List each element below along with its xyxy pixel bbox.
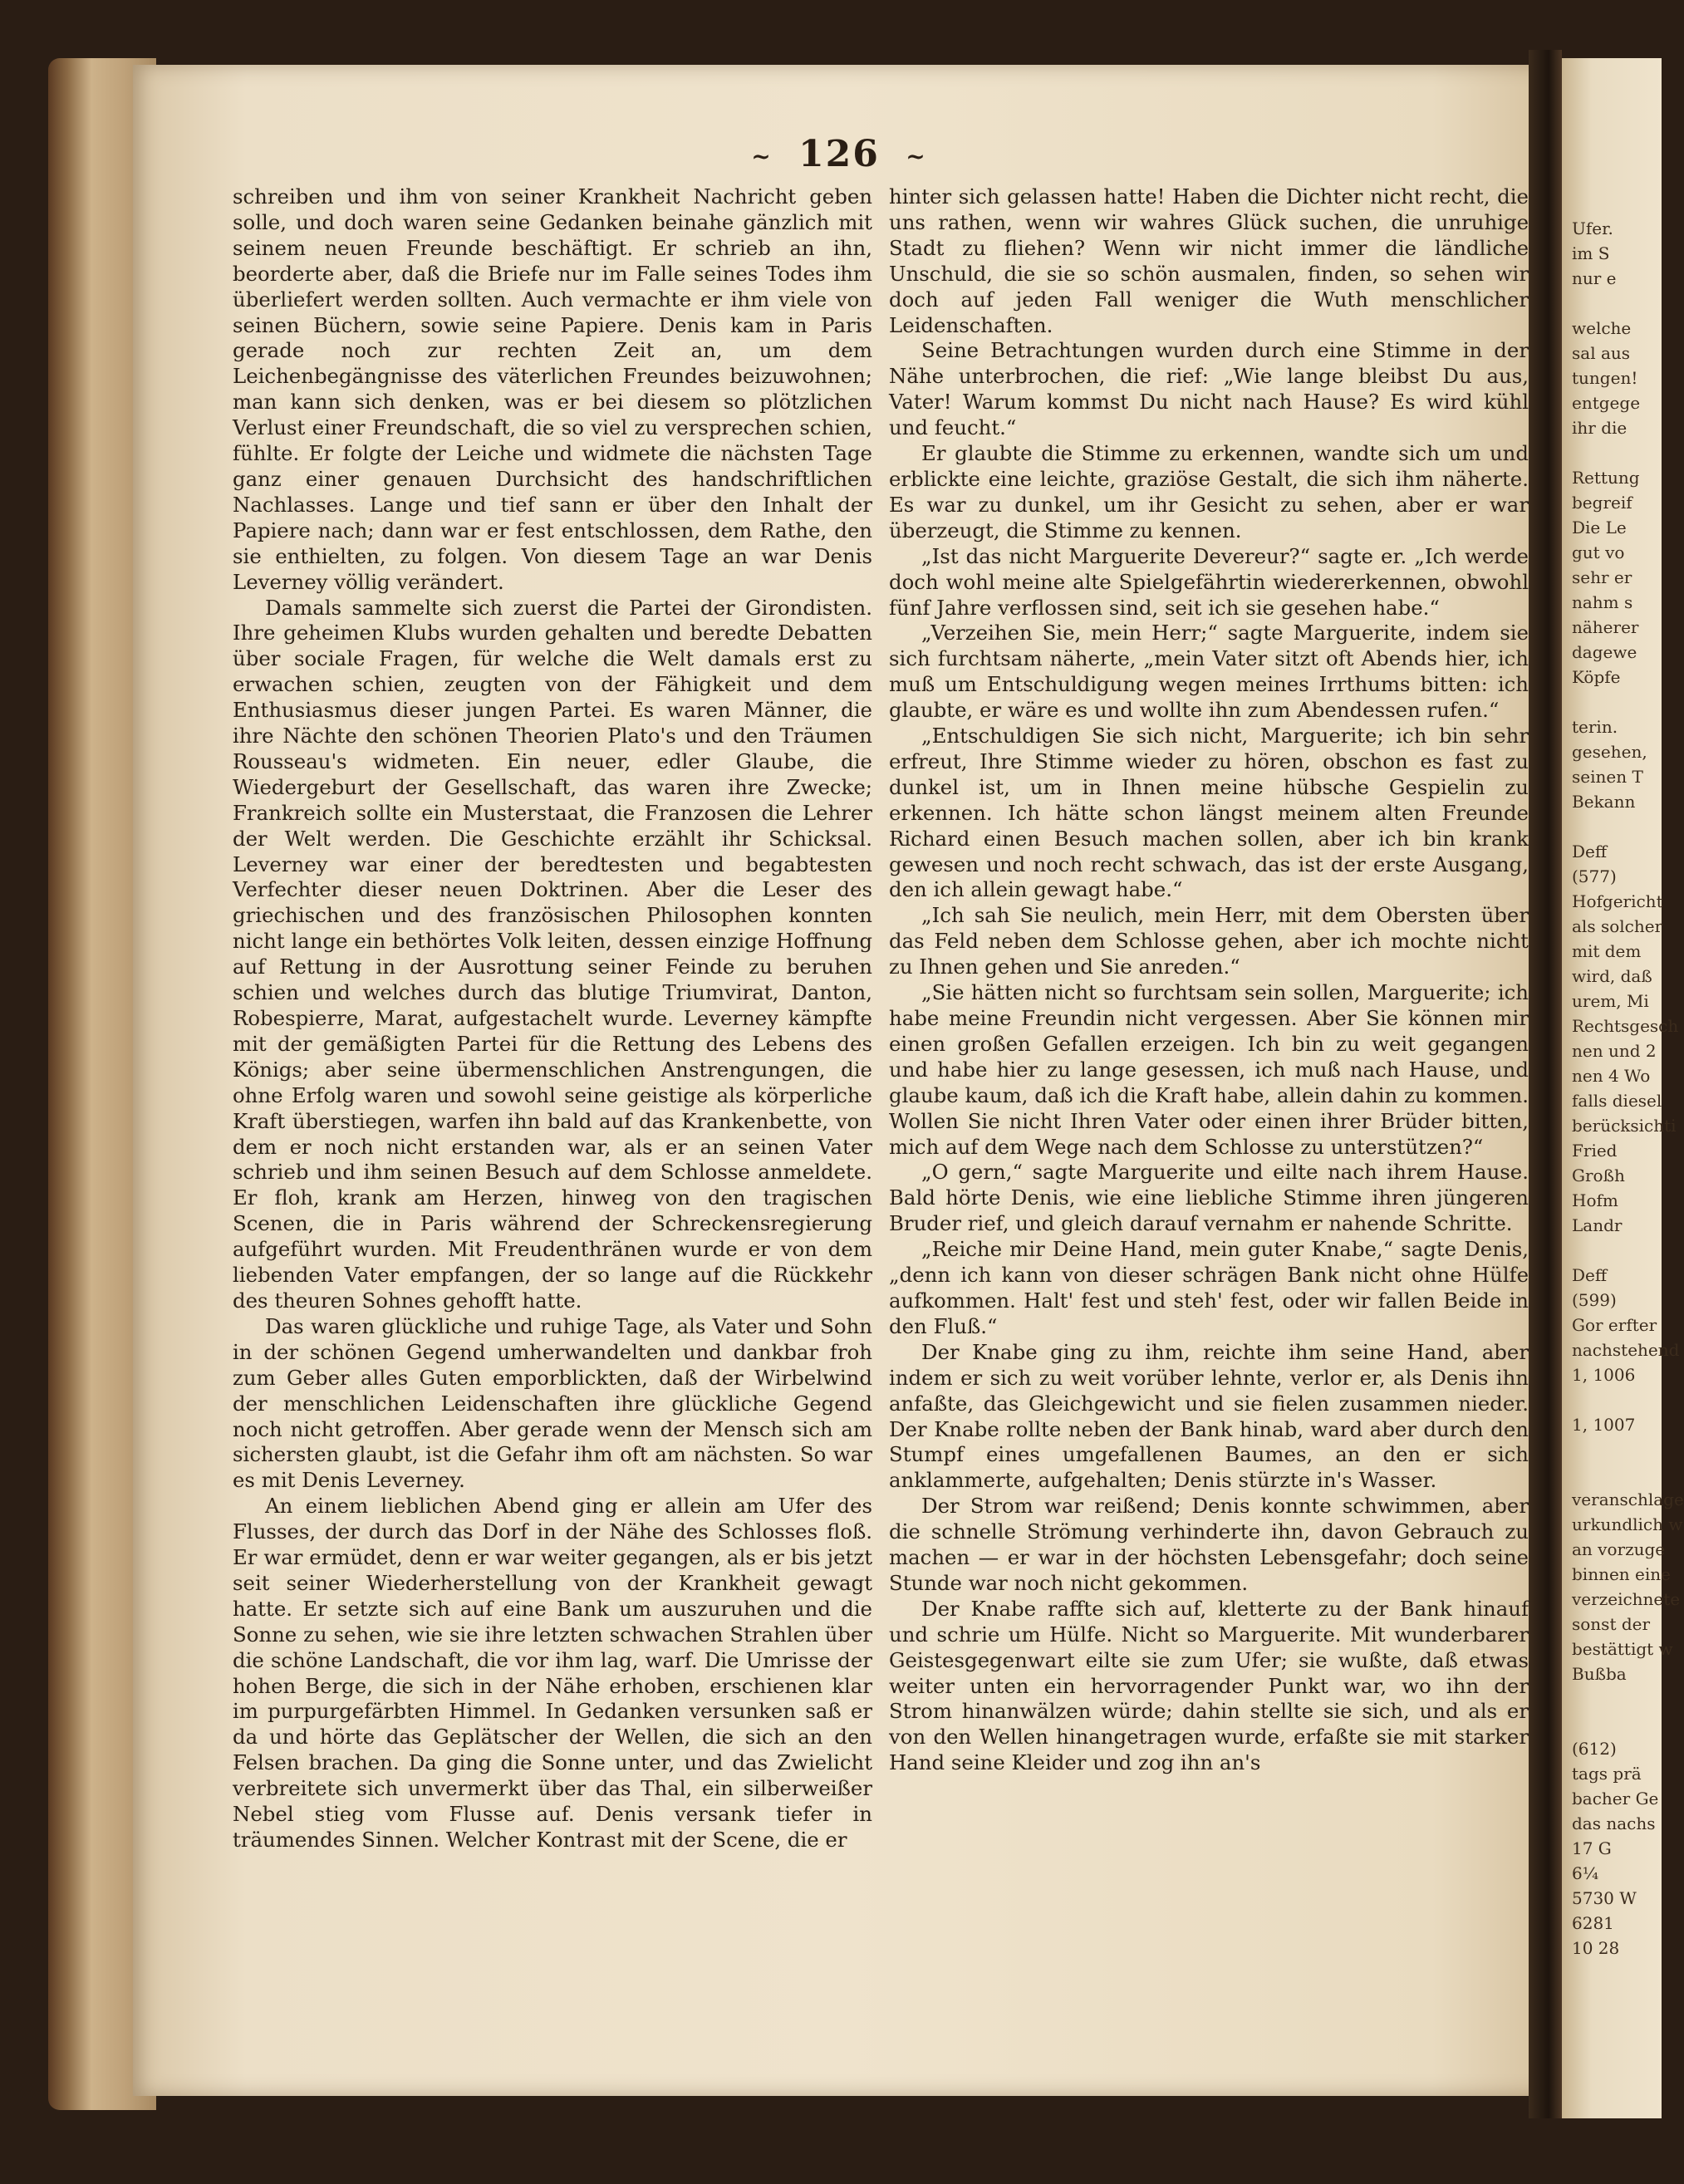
adjacent-page-line: Gor erfter: [1572, 1315, 1657, 1335]
adjacent-page-line: [1562, 1462, 1662, 1487]
paragraph: „Reiche mir Deine Hand, mein guter Knabe,“ sagte Denis, „denn ich kann von dieser schrägen Bank nicht ohne Hülfe aufkommen. Halt' fest und steh' fest, oder wir fallen Beide in den Fluß.“: [889, 1237, 1529, 1338]
book-gutter: [1529, 50, 1562, 2118]
adjacent-page-line: gesehen,: [1572, 742, 1647, 762]
adjacent-page-line: urkundlich w: [1572, 1514, 1683, 1534]
adjacent-page-line: das nachs: [1572, 1813, 1656, 1833]
paragraph: Der Knabe ging zu ihm, reichte ihm seine Hand, aber indem er sich zu weit vorüber lehnte, verlor er, als Denis ihn anfaßte, das Gleichgewicht und sie fielen zusammen nieder. Der Knabe rollte neben der Bank hinab, ward aber durch den Stumpf eines umgefallenen Baumes, an den er sich anklammerte, aufgehalten; Denis stürzte in's Wasser.: [889, 1339, 1529, 1493]
adjacent-page-line: begreif: [1572, 493, 1632, 513]
adjacent-page-line: 1, 1006: [1572, 1365, 1636, 1385]
paragraph: Der Knabe raffte sich auf, kletterte zu der Bank hinauf und schrie um Hülfe. Nicht so Marguerite. Mit wunderbarer Geistesgegenwart eilte sie zum Ufer; sie wußte, daß etwas weiter unten ein hervorragender Punkt war, wo ihn der Strom hinanwälzen würde; dahin stellte sie sich, und als er von den Wellen hinangetragen wurde, erfaßte sie mit starker Hand seine Kleider und zog ihn an's: [889, 1596, 1529, 1775]
paragraph: „Entschuldigen Sie sich nicht, Marguerite; ich bin sehr erfreut, Ihre Stimme wieder zu hören, obschon es fast zu dunkel ist, um in Ihnen meine hübsche Gespielin zu erkennen. Ich hätte schon längst meinem alten Freunde Richard einen Besuch machen sollen, aber ich bin krank gewesen und noch recht schwach, das ist der erste Ausgang, den ich allein gewagt habe.“: [889, 724, 1529, 902]
adjacent-page-line: bacher Ge: [1572, 1789, 1659, 1809]
paragraph: Er glaubte die Stimme zu erkennen, wandte sich um und erblickte eine leichte, graziöse Gestalt, die sich ihm näherte. Es war zu dunkel, um ihr Gesicht zu sehen, aber er war überzeugt, die Stimme zu kennen.: [889, 441, 1529, 542]
adjacent-page-line: gut vo: [1572, 542, 1625, 562]
paragraph: „Verzeihen Sie, mein Herr;“ sagte Marguerite, indem sie sich furchtsam näherte, „mein Vater sitzt oft Abends hier, ich muß um Entschuldigung wegen meines Irrthums bitten: ich glaubte, er wäre es und wollte ihn zum Abendessen rufen.“: [889, 621, 1529, 723]
adjacent-page-line: sonst der: [1572, 1614, 1651, 1634]
ornament-left-icon: ~: [751, 143, 773, 170]
adjacent-page-line: terin.: [1572, 717, 1618, 737]
adjacent-page-line: falls diesel: [1572, 1091, 1662, 1111]
adjacent-page-line: nur e: [1572, 268, 1617, 288]
adjacent-page-line: sal aus: [1572, 343, 1631, 363]
adjacent-page-line: mit dem: [1572, 941, 1642, 961]
adjacent-page-line: Bußba: [1572, 1664, 1627, 1684]
adjacent-page-line: welche: [1572, 318, 1632, 338]
adjacent-page-line: (612): [1572, 1739, 1617, 1759]
adjacent-page-line: binnen eine: [1572, 1564, 1671, 1584]
adjacent-page-line: Bekann: [1572, 792, 1636, 812]
adjacent-page-line: nen und 2: [1572, 1041, 1657, 1061]
adjacent-page-line: nen 4 Wo: [1572, 1066, 1651, 1086]
adjacent-page-line: 17 G: [1572, 1838, 1612, 1858]
adjacent-page-line: [1562, 1387, 1662, 1412]
adjacent-page-line: Ufer.: [1572, 218, 1613, 238]
paragraph: „Sie hätten nicht so furchtsam sein sollen, Marguerite; ich habe meine Freundin nicht vergessen. Aber Sie können mir einen großen Gefallen erzeigen. Ich bin zu weit gegangen und habe hier zu lange gesessen, ich muß nach Hause, und glaube kaum, daß ich die Kraft habe, allein dahin zu kommen. Wollen Sie nicht Ihren Vater oder einen ihrer Brüder bitten, mich auf dem Wege nach dem Schlosse zu unterstützen?“: [889, 980, 1529, 1159]
paragraph: „O gern,“ sagte Marguerite und eilte nach ihrem Hause. Bald hörte Denis, wie eine liebliche Stimme ihren jüngeren Bruder rief, und gleich darauf vernahm er nahende Schritte.: [889, 1160, 1529, 1236]
adjacent-page-line: nachstehend: [1572, 1340, 1680, 1360]
adjacent-page-line: bestättigt w: [1572, 1639, 1673, 1659]
adjacent-page-line: Die Le: [1572, 518, 1627, 537]
adjacent-page-line: [1562, 291, 1662, 316]
adjacent-page-line: 1, 1007: [1572, 1415, 1636, 1435]
page-number: 126: [798, 133, 880, 175]
adjacent-page-line: im S: [1572, 243, 1610, 263]
adjacent-page-line: berücksichti: [1572, 1116, 1677, 1136]
paragraph: Damals sammelte sich zuerst die Partei der Girondisten. Ihre geheimen Klubs wurden gehalten und beredte Debatten über sociale Fragen, für welche die Welt damals erst zu erwachen schien, zeugten von der Fähigkeit und dem Enthusiasmus dieser jungen Partei. Es waren Männer, die ihre Nächte den schönen Theorien Plato's und den Träumen Rousseau's widmeten. Ein neuer, edler Glaube, die Wiedergeburt der Gesellschaft, das waren ihre Zwecke; Frankreich sollte ein Musterstaat, die Franzosen die Lehrer der Welt werden. Die Geschichte erzählt ihr Schicksal. Leverney war einer der beredtesten und begabtesten Verfechter dieser neuen Doktrinen. Aber die Leser des griechischen und des französischen Philosophen konnten nicht lange ein bethörtes Volk leiten, dessen einzige Hoffnung auf Rettung in der Ausrottung seiner Feinde zu beruhen schien und welches durch das blutige Triumvirat, Danton, Robespierre, Marat, aufgestachelt wurde. Leverney kämpfte mit der gemäßigten Partei für die Rettung des Lebens des Königs; aber seine übermenschlichen Anstrengungen, die ohne Erfolg waren und sowohl seine geistige als körperliche Kraft überstiegen, warfen ihn bald auf das Krankenbette, von dem er noch nicht erstanden war, als er an seinen Vater schrieb und ihm seinen Besuch auf dem Schlosse anmeldete. Er floh, krank am Herzen, hinweg von den tragischen Scenen, die in Paris während der Schreckensregierung aufgeführt wurden. Mit Freudenthränen wurde er von dem liebenden Vater empfangen, der so lange auf die Rückkehr des theuren Sohnes gehofft hatte.: [233, 595, 872, 1313]
adjacent-page-line: entgege: [1572, 393, 1641, 413]
adjacent-page-line: verzeichnete: [1572, 1589, 1681, 1609]
paragraph: schreiben und ihm von seiner Krankheit Nachricht geben solle, und doch waren seine Gedanken beinahe gänzlich mit seinem neuen Freunde beschäftigt. Er schrieb an ihn, beorderte aber, daß die Briefe nur im Falle seines Todes ihm überliefert werden sollten. Auch vermachte er ihm viele von seinen Büchern, sowie seine Papiere. Denis kam in Paris gerade noch zur rechten Zeit an, um dem Leichenbegängnisse des väterlichen Freundes beizuwohnen; man kann sich denken, was er bei diesem so plötzlichen Verlust einer Freundschaft, die so viel zu versprechen schien, fühlte. Er folgte der Leiche und widmete die nächsten Tage ganz einer genauen Durchsicht des handschriftlichen Nachlasses. Lange und tief sann er über den Inhalt der Papiere nach; dann war er fest entschlossen, dem Rathe, den sie enthielten, zu folgen. Von diesem Tage an war Denis Leverney völlig verändert.: [233, 184, 872, 594]
adjacent-page-line: (599): [1572, 1290, 1617, 1310]
adjacent-page-line: veranschlage: [1572, 1490, 1684, 1509]
paragraph: Das waren glückliche und ruhige Tage, als Vater und Sohn in der schönen Gegend umherwandelten und dankbar froh zum Geber alles Guten emporblickten, daß der Wirbelwind der menschlichen Leidenschaften ihre glückliche Gegend noch nicht getroffen. Aber gerade wenn der Mensch sich am sichersten glaubt, ist die Gefahr ihm oft am nächsten. So war es mit Denis Leverney.: [233, 1313, 872, 1493]
paragraph: „Ist das nicht Marguerite Devereur?“ sagte er. „Ich werde doch wohl meine alte Spielgefährtin wiedererkennen, obwohl fünf Jahre verflossen sind, seit ich sie gesehen habe.“: [889, 543, 1529, 620]
adjacent-page-line: nahm s: [1572, 592, 1633, 612]
adjacent-page-line: 5730 W: [1572, 1888, 1637, 1908]
ornament-right-icon: ~: [906, 143, 927, 170]
adjacent-page-text: [1562, 58, 1684, 1961]
adjacent-page-line: [1562, 1238, 1662, 1263]
adjacent-page-line: als solcher: [1572, 916, 1663, 936]
adjacent-page-line: Rechtsgesch: [1572, 1016, 1679, 1036]
adjacent-page-line: sehr er: [1572, 567, 1632, 587]
page-header: [133, 133, 1545, 175]
adjacent-page-line: tags prä: [1572, 1764, 1642, 1784]
paragraph: Seine Betrachtungen wurden durch eine Stimme in der Nähe unterbrochen, die rief: „Wie lange bleibst Du aus, Vater! Warum kommst Du nicht nach Hause? Es wird kühl und feucht.“: [889, 338, 1529, 440]
adjacent-page-line: näherer: [1572, 617, 1639, 637]
adjacent-page-line: Deff: [1572, 1265, 1608, 1285]
adjacent-page-line: [1562, 814, 1662, 839]
adjacent-page-line: tungen!: [1572, 368, 1638, 388]
paragraph: hinter sich gelassen hatte! Haben die Dichter nicht recht, die uns rathen, wenn wir wahres Glück suchen, die unruhige Stadt zu fliehen? Wenn wir nicht immer die ländliche Unschuld, die sie so schön ausmalen, finden, so sehen wir doch auf jeden Fall weniger die Wuth menschlicher Leidenschaften.: [889, 184, 1529, 337]
paragraph: Der Strom war reißend; Denis konnte schwimmen, aber die schnelle Strömung verhinderte ihn, davon Gebrauch zu machen — er war in der höchsten Lebensgefahr; doch seine Stunde war noch nicht gekommen.: [889, 1494, 1529, 1595]
paragraph: „Ich sah Sie neulich, mein Herr, mit dem Obersten über das Feld neben dem Schlosse gehen, aber ich mochte nicht zu Ihnen gehen und Sie anreden.“: [889, 903, 1529, 979]
adjacent-page-line: wird, daß: [1572, 966, 1652, 986]
adjacent-page-line: [1562, 1711, 1662, 1736]
adjacent-page-line: seinen T: [1572, 767, 1643, 787]
adjacent-page-line: ihr die: [1572, 418, 1628, 438]
adjacent-page-line: Deff: [1572, 842, 1608, 861]
adjacent-page-line: [1562, 1686, 1662, 1711]
adjacent-page-line: Hofm: [1572, 1190, 1618, 1210]
left-text-column: [233, 184, 872, 1853]
adjacent-page-line: an vorzuge: [1572, 1539, 1666, 1559]
adjacent-page-line: dagewe: [1572, 642, 1637, 662]
adjacent-page-line: Köpfe: [1572, 667, 1621, 687]
adjacent-page-line: urem, Mi: [1572, 991, 1649, 1011]
adjacent-page-line: Großh: [1572, 1166, 1625, 1185]
adjacent-page-line: 6281: [1572, 1913, 1614, 1933]
adjacent-page-fragment: [1562, 58, 1684, 2118]
adjacent-page-line: (577): [1572, 866, 1617, 886]
adjacent-page-line: 6¼: [1572, 1863, 1599, 1883]
adjacent-page-line: [1562, 440, 1662, 465]
adjacent-page-line: Landr: [1572, 1215, 1623, 1235]
right-text-column: [889, 184, 1529, 1776]
adjacent-page-line: [1562, 690, 1662, 714]
adjacent-page-line: Rettung: [1572, 468, 1640, 488]
adjacent-page-line: Hofgericht: [1572, 891, 1663, 911]
paragraph: An einem lieblichen Abend ging er allein am Ufer des Flusses, der durch das Dorf in der Nähe des Schlosses floß. Er war ermüdet, denn er war weiter gegangen, als er bis jetzt seit seiner Wiederherstellung von der Krankheit gewagt hatte. Er setzte sich auf eine Bank um auszuruhen und die Sonne zu sehen, wie sie ihre letzten schwachen Strahlen über die schöne Landschaft, die vor ihm lag, warf. Die Umrisse der hohen Berge, die sich in der Nähe erhoben, erschienen klar im purpurgefärbten Himmel. In Gedanken versunken saß er da und hörte das Geplätscher der Wellen, die sich an den Felsen brachen. Da ging die Sonne unter, und das Zwielicht verbreitete sich unvermerkt über das Thal, ein silberweißer Nebel stieg vom Flusse auf. Denis versank tiefer in träumendes Sinnen. Welcher Kontrast mit der Scene, die er: [233, 1494, 872, 1852]
adjacent-page-line: 10 28: [1572, 1938, 1620, 1958]
adjacent-page-line: Fried: [1572, 1141, 1618, 1161]
adjacent-page-line: [1562, 1437, 1662, 1462]
